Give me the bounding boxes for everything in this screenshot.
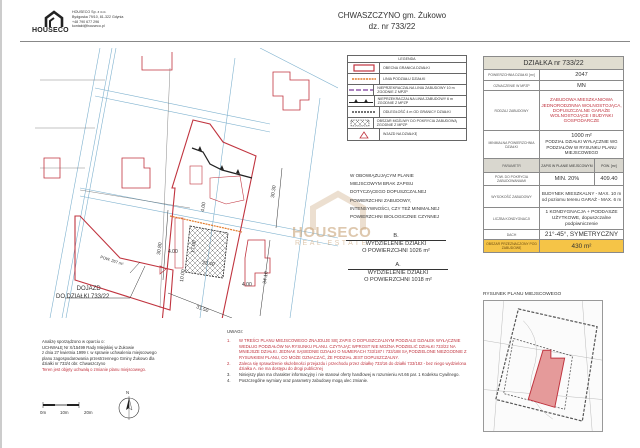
scale-bar-icon [40,402,100,408]
row-label: OZNACZENIE W MPZP [484,81,540,91]
analysis-line: działki nr 733/4 obr. Chwaszczyno [42,361,106,367]
logo-text: HOUSECO [32,27,69,34]
watermark-text: HOUSECO [292,224,372,241]
company-name: HOUSECO Sp. z o.o. [72,10,107,14]
row-value: BUDYNEK MIESZKALNY - MAX. 10 m od poziomu terenu GARAŻ - MAX. 6 m [540,186,624,208]
row-value: MIN. 20% [540,173,595,186]
north-arrow [117,390,141,420]
plan-title: RYSUNEK PLANU MIEJSCOWEGO [483,292,562,297]
dim-text: 4.00 [200,201,208,213]
entrance-triangle-icon [359,131,369,139]
header-divider [20,41,630,42]
area-area: O POWIERZCHNI 1018 m² [364,277,432,283]
note-line: POWIERZCHNI ZABUDOWY, [350,197,412,203]
access-label-line1: DOJAZD [76,286,101,292]
legend-item [348,63,466,74]
dim-text: 30.30 [270,185,278,199]
remark-num: 4. [227,377,231,383]
analysis-line: planu zagospodarowania przestrzennego Gminy Żukowo dla [42,355,155,361]
remark-text: W TREŚCI PLANU MIEJSCOWEGO ZNAJDUJE SIĘ ZAPIS O DOPUSZCZALNYM PODZIALE DZIAŁEK WYŁĄCZNIE WEDŁUG PODZIAŁÓW NA RYSUNKU PLANU. CZYTAJĄC WPROST NIE MOŻNA PODZIELIĆ DZIAŁKI 733/22 NA MNIEJSZE DZIAŁKI. JEDNAK SĄSIEDNIE DZIAŁKI O NUMERACH 733/187 I 733/188 SĄ PODZIELONE NIEZGODNIE Z RYSUNKIEM PLANU, CO MOŻE OZNACZAĆ, ŻE PODZIAŁ JEST DOPUSZCZALNY. [239,338,467,360]
building-line-10m-icon [349,88,373,92]
svg-text:10.00: 10.00 [179,269,187,283]
division-line-icon [352,77,376,81]
dim-text: 30.80 [156,242,164,256]
legend-label: NIEPRZEKRACZALNA LINIA ZABUDOWY 10 m ZGODNIE Z MPZP [377,85,455,94]
svg-text:34.10: 34.10 [262,271,270,285]
building-line-6m-icon [349,98,373,104]
area-letter: A. [348,262,448,270]
svg-text:31.50: 31.50 [195,304,210,315]
company-address: Bydgoska 79/10, 81-322 Gdynia [72,14,124,19]
row-value: 21°-45°, SYMETRYCZNY [540,230,624,240]
row-label: LICZBA KONDYGNACJI [484,208,540,230]
scale-bar [40,402,100,418]
legend-item [348,107,466,118]
remark-text: Zaleca się sprawdzenie służebności przejazdu i przechodu przez działkę 733/16 do działki 733/182 - bez niego wydzielona działka A. nie ma dostępu do drogi publicznej [239,360,467,371]
watermark-subtext: REAL ESTATE [295,240,369,247]
note-line: DOTYCZĄCEGO DOPUSZCZALNEJ [350,189,427,195]
title-plot-number: dz. nr 733/22 [368,22,416,31]
legend-label: ODLEGŁOŚĆ 4 m OD GRANICY DZIAŁKI [383,109,451,114]
svg-text:17.00: 17.00 [190,240,198,254]
svg-text:POW. 267 m²: POW. 267 m² [99,254,125,267]
area-line1: WYDZIELENIE DZIAŁKI [365,241,427,247]
col-header: POW. [m²] [594,159,623,173]
analysis-line: UCHWAŁĘ Nr X/15499 Rady Miejskiej w Żukowie [42,344,135,350]
north-label: N [126,390,130,395]
analysis-line: Analizę sporządzono w oparciu o: [42,339,105,344]
scale-label: 10m [60,410,69,415]
company-info [72,10,123,29]
company-email[interactable]: kontakt@houseco.pl [72,24,105,29]
remark-num: 2. [227,360,231,366]
boundary-symbol-icon [353,64,375,72]
legend-item [348,74,466,85]
row-label: POWIERZCHNIA DZIAŁKI [m²] [484,70,540,81]
legend-label: LINIA PODZIAŁU DZIAŁKI [383,76,426,81]
row-label: POW. DO POKRYCIA ZABUDOWANIAMI [484,173,540,186]
table-title: DZIAŁKA nr 733/22 [484,57,624,70]
svg-text:23.40: 23.40 [201,260,215,268]
remark-num: 3. [227,371,231,377]
remark-text: Poszczególne wymiary oraz parametry zabudowy mogą ulec zmianie. [239,377,369,383]
remarks-title: UWAGI: [227,329,243,334]
row-label: MINIMALNA POWIERZCHNIA DZIAŁKI [484,131,540,159]
division-note: PODZIAŁ DZIAŁKI WYŁĄCZNIE WG PODZIAŁÓW W RYSUNKU PLANU MIEJSCOWEGO [545,139,618,156]
remark-item [227,361,472,372]
analysis-basis [42,339,192,373]
col-header: ZAPIS W PLANIE MIEJSCOWYM [540,159,595,173]
svg-text:4.00: 4.00 [168,249,178,255]
legend-label: WJAZD NA DZIAŁKĘ [383,132,418,137]
legend-item [348,129,466,140]
row-value: 1 KONDYGNACJA + PODDASZE UŻYTKOWE, dopuszczalne podpiwniczenie [540,208,624,230]
note-line: MIEJSCOWYM BRAK ZAPISU [350,181,414,187]
svg-text:4.00: 4.00 [242,282,252,288]
plot-map [20,48,338,318]
analysis-warning: Teren jest objęty uchwałą o zmianie planu miejscowego. [42,366,147,372]
title-location: CHWASZCZYNO gm. Żukowo [337,11,447,20]
legend-label: OBSZAR MOŻLIWY DO POKRYCIA ZABUDOWĄ ZGODNIE Z MPZP [376,118,457,127]
row-value [540,131,624,159]
remark-item [227,338,472,360]
row-label: RODZAJ ZABUDOWY [484,91,540,131]
legend-item [348,85,466,96]
legend [347,55,467,141]
legend-item [348,96,466,107]
row-value: 2047 [540,70,624,81]
remarks [227,329,472,384]
company-phone: +48 790 677 296 [72,19,100,24]
access-label [56,285,110,301]
row-value: 409.40 [594,173,623,186]
area-a-label [348,262,448,284]
access-label-line2: DO DZIAŁKI 733/22 [56,294,110,300]
min-area: 1000 m² [571,133,592,140]
note-line: INTENSYWNOŚCI, CZY TEŻ MINIMALNEJ [350,205,440,211]
plot-info-table [483,56,624,253]
row-value: 430 m² [540,240,624,253]
area-letter: B. [346,233,446,241]
distance-line-icon [352,110,376,114]
compass-icon [117,396,141,420]
note-line: W OBOWIĄZUJĄCYM PLANIE [350,173,414,178]
row-label: OBSZAR PRZEZNACZONY POD ZABUDOWĘ [484,240,540,253]
area-area: O POWIERZCHNI 1026 m² [362,248,430,254]
remark-num: 1. [227,338,231,344]
remark-item [227,378,472,383]
note-line: POWIERZCHNI BIOLOGICZNIE CZYNNEJ [350,214,440,220]
col-header: PARAMETR [484,159,540,173]
remark-text: Niniejszy plan ma charakter informacyjny i nie stanowi oferty handlowej w rozumieniu Art.66 par. 1 Kodeksu Cywilnego. [239,371,460,377]
legend-label: OBECNA GRANICA DZIAŁKI [383,65,430,70]
legend-title: LEGENDA [348,56,466,63]
legend-label: NIEPRZEKRACZALNA LINIA ZABUDOWY 6 m ZGODNIE Z MPZP [377,96,454,105]
area-b-label [346,233,446,255]
row-label: DACH [484,230,540,240]
row-value: ZABUDOWA MIESZKANIOWA JEDNORODZINNA WOLNOSTOJĄCA, DOPUSZCZALNE GARAŻE WOLNOSTOJĄCE I BUDYNKI GOSPODARCZE [540,91,624,131]
area-line1: WYDZIELENIE DZIAŁKI [367,270,429,276]
page-title [302,10,482,32]
hatch-area-icon [350,119,370,127]
scale-label: 0m [40,410,47,415]
remark-item [227,372,472,377]
scale-label: 20m [84,410,93,415]
local-plan-drawing [483,300,603,432]
legend-item [348,118,466,129]
analysis-line: z dnia 27 kwietnia 1999 r. w sprawie uchwalenia miejscowego [42,350,157,356]
row-label: WYSOKOŚĆ ZABUDOWY [484,186,540,208]
row-value: MN [540,81,624,91]
zoning-note [350,172,475,221]
